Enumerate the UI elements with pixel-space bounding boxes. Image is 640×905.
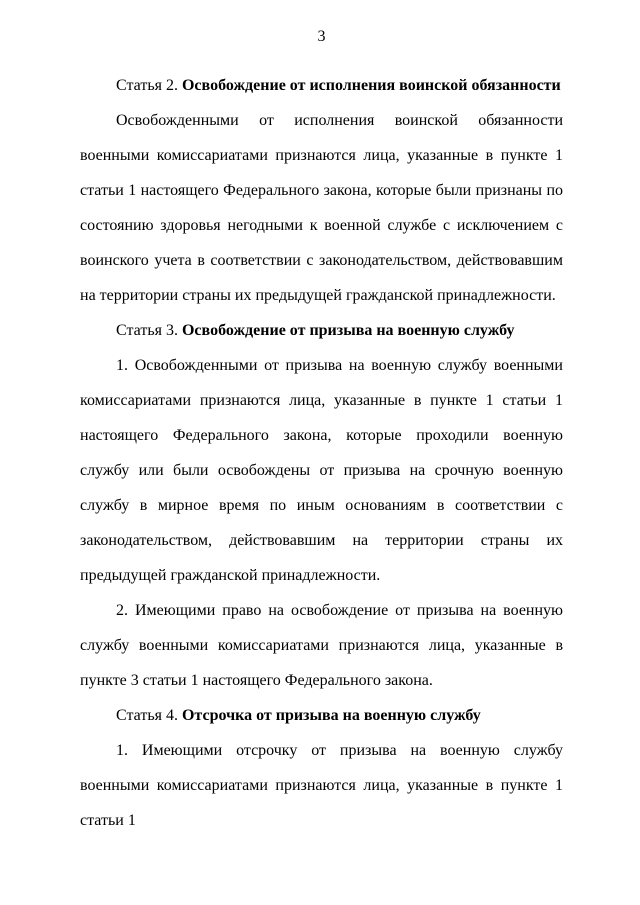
article-heading-title: Освобождение от исполнения воинской обязанности xyxy=(181,77,561,94)
article-heading-4 xyxy=(80,698,563,733)
article-heading-title: Отсрочка от призыва на военную службу xyxy=(181,707,481,724)
article-heading-3 xyxy=(80,313,563,348)
paragraph: 2. Имеющими право на освобождение от призыва на военную службу военными комиссариатами признаются лица, указанные в пункте 3 статьи 1 настоящего Федерального закона. xyxy=(80,602,563,689)
article-heading-prefix: Статья 3. xyxy=(116,322,182,339)
paragraph: 1. Имеющими отсрочку от призыва на военную службу военными комиссариатами признаются лица, указанные в пункте 1 статьи 1 xyxy=(80,742,563,829)
article-heading-title: Освобождение от призыва на военную службу xyxy=(181,322,515,339)
paragraph: 1. Освобожденными от призыва на военную службу военными комиссариатами признаются лица, указанные в пункте 1 статьи 1 настоящего Федерального закона, которые проходили военную службу или были освобождены от призыва на срочную военную службу в мирное время по иным основаниям в соответствии с законодательством, действовавшим на территории страны их предыдущей гражданской принадлежности. xyxy=(80,357,563,584)
paragraph: Освобожденными от исполнения воинской обязанности военными комиссариатами признаются лица, указанные в пункте 1 статьи 1 настоящего Федерального закона, которые были признаны по состоянию здоровья негодными к военной службе с исключением с воинского учета в соответствии с законодательством, действовавшим на территории страны их предыдущей гражданской принадлежности. xyxy=(80,112,563,304)
article-heading-prefix: Статья 2. xyxy=(116,77,182,94)
article-heading-2 xyxy=(80,68,563,103)
article-heading-prefix: Статья 4. xyxy=(116,707,182,724)
page-number: 3 xyxy=(317,28,326,45)
